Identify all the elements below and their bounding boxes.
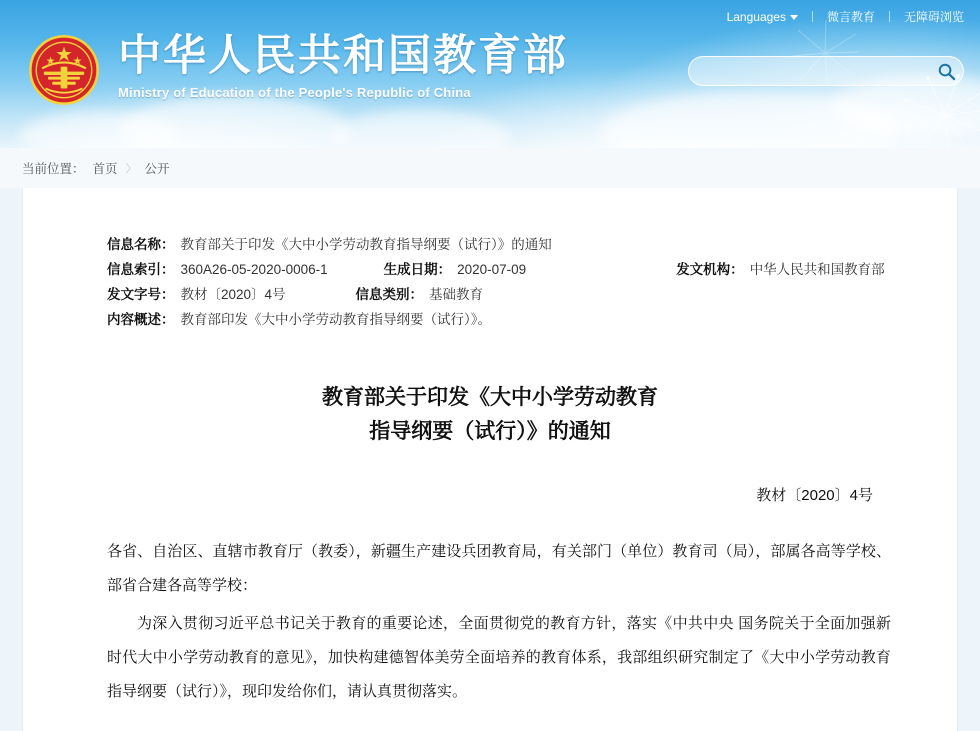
metadata-label: 发文机构：	[676, 262, 744, 277]
document-panel	[22, 188, 958, 731]
metadata-row	[107, 282, 957, 307]
brand-text	[118, 28, 568, 100]
divider	[889, 11, 890, 22]
metadata-label: 信息名称：	[107, 237, 175, 252]
brand-title-cn: 中华人民共和国教育部	[118, 31, 568, 81]
chevron-down-icon	[790, 15, 798, 20]
document-title-line2: 指导纲要（试行）》的通知	[369, 419, 611, 443]
metadata-label: 信息索引：	[107, 262, 175, 277]
header-top-links	[727, 8, 964, 25]
breadcrumb-item-public[interactable]: 公开	[144, 162, 170, 176]
metadata-value: 教材〔2020〕4号	[180, 287, 286, 302]
cloud-decoration	[330, 110, 510, 148]
document-paragraph: 为深入贯彻习近平总书记关于教育的重要论述，全面贯彻党的教育方针，落实《中共中央 国务院关于全面加强新时代大中小学劳动教育的意见》，加快构建德智体美劳全面培养的教育体系，我部组织研究制定了《大中小学劳动教育指导纲要（试行）》，现印发给你们，请认真贯彻落实。	[107, 615, 891, 700]
metadata-row	[107, 232, 957, 257]
national-emblem-icon	[22, 28, 106, 112]
document-metadata	[23, 188, 957, 332]
metadata-value: 教育部印发《大中小学劳动教育指导纲要（试行）》。	[180, 312, 491, 327]
divider	[812, 11, 813, 22]
brand-title-en: Ministry of Education of the People's Republic of China	[118, 85, 471, 101]
document-paragraph: 各省、自治区、直辖市教育厅（教委），新疆生产建设兵团教育局，有关部门（单位）教育司（局），部属各高等学校、部省合建各高等学校：	[107, 543, 891, 594]
page-background	[0, 188, 980, 731]
metadata-label: 内容概述：	[107, 312, 175, 327]
breadcrumb-bar	[0, 148, 980, 188]
metadata-value: 2020-07-09	[457, 262, 527, 277]
document-body	[23, 535, 957, 709]
breadcrumb	[22, 159, 170, 177]
site-brand[interactable]	[22, 28, 568, 112]
accessibility-link[interactable]: 无障碍浏览	[903, 10, 964, 24]
metadata-label: 发文字号：	[107, 287, 175, 302]
breadcrumb-label: 当前位置：	[22, 162, 85, 176]
search-button[interactable]	[929, 57, 963, 85]
metadata-value: 360A26-05-2020-0006-1	[180, 262, 328, 277]
search-input[interactable]	[703, 57, 929, 85]
metadata-value: 中华人民共和国教育部	[749, 262, 885, 277]
metadata-row	[107, 307, 957, 332]
document-title	[23, 380, 957, 448]
metadata-value: 基础教育	[429, 287, 484, 302]
languages-link[interactable]	[727, 10, 798, 24]
languages-label: Languages	[726, 9, 786, 24]
breadcrumb-separator-icon: 〉	[125, 163, 137, 175]
search-box[interactable]	[688, 56, 964, 86]
metadata-label: 生成日期：	[383, 262, 452, 277]
document-number: 教材〔2020〕4号	[756, 487, 873, 504]
site-header	[0, 0, 980, 148]
search-icon	[937, 62, 956, 81]
metadata-value: 教育部关于印发《大中小学劳动教育指导纲要（试行）》的通知	[180, 237, 552, 252]
metadata-label: 信息类别：	[355, 287, 424, 302]
weiyan-education-link[interactable]: 微言教育	[826, 10, 875, 24]
metadata-row	[107, 257, 957, 282]
document-title-line1: 教育部关于印发《大中小学劳动教育	[322, 385, 658, 409]
breadcrumb-item-home[interactable]: 首页	[92, 162, 118, 176]
